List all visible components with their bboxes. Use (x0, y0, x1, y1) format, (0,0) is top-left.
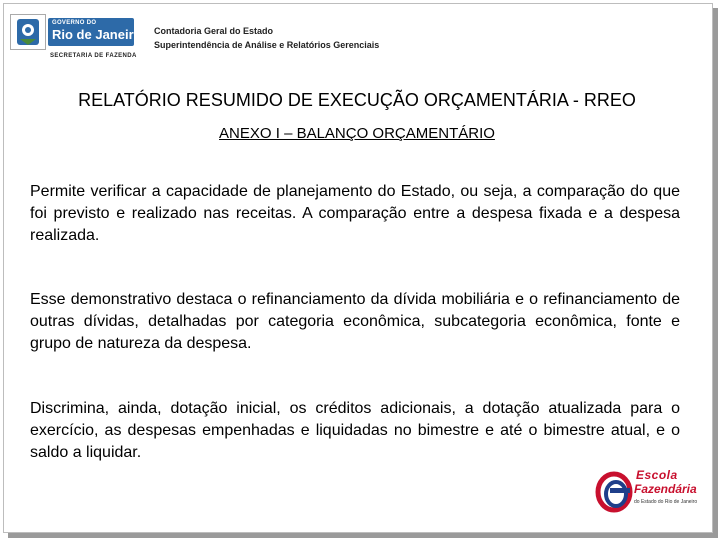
logo-banner (48, 18, 142, 46)
escola-tagline: do Estado do Rio de Janeiro (634, 499, 698, 505)
paragraph: Permite verificar a capacidade de planejamento do Estado, ou seja, a comparação do que foi previsto e realizado nas receitas. A comparação entre a despesa fixada e a despesa realizada. (30, 183, 680, 244)
logo-department: SECRETARIA DE FAZENDA (50, 53, 137, 59)
page-subtitle: ANEXO I – BALANÇO ORÇAMENTÁRIO (219, 125, 495, 142)
header-line-1: Contadoria Geral do Estado (154, 26, 274, 36)
header-line-2: Superintendência de Análise e Relatórios Gerenciais (154, 40, 380, 50)
escola-emblem-icon (594, 468, 634, 518)
logo-top-label: GOVERNO DO (52, 20, 97, 26)
rio-de-janeiro-logo (10, 14, 142, 59)
escola-fazendaria-logo (594, 466, 706, 518)
paragraph: Esse demonstrativo destaca o refinanciamento da dívida mobiliária e o refinanciamento de outras dívidas, detalhadas por categoria econômica, subcategoria econômica, fonte e grupo de natureza da despesa. (30, 291, 680, 352)
escola-line-1: Escola (636, 468, 678, 482)
page-title: RELATÓRIO RESUMIDO DE EXECUÇÃO ORÇAMENTÁRIA - RREO (78, 90, 636, 110)
logo-name: Rio de Janeiro (52, 27, 142, 42)
paragraph: Discrimina, ainda, dotação inicial, os créditos adicionais, a dotação atualizada para o exercício, as despesas empenhadas e liquidadas no bimestre e até o bimestre atual, e o saldo a liquidar. (30, 400, 680, 461)
header-text (154, 24, 379, 52)
state-coat-of-arms-icon (10, 14, 46, 50)
escola-line-2: Fazendária (634, 482, 697, 496)
